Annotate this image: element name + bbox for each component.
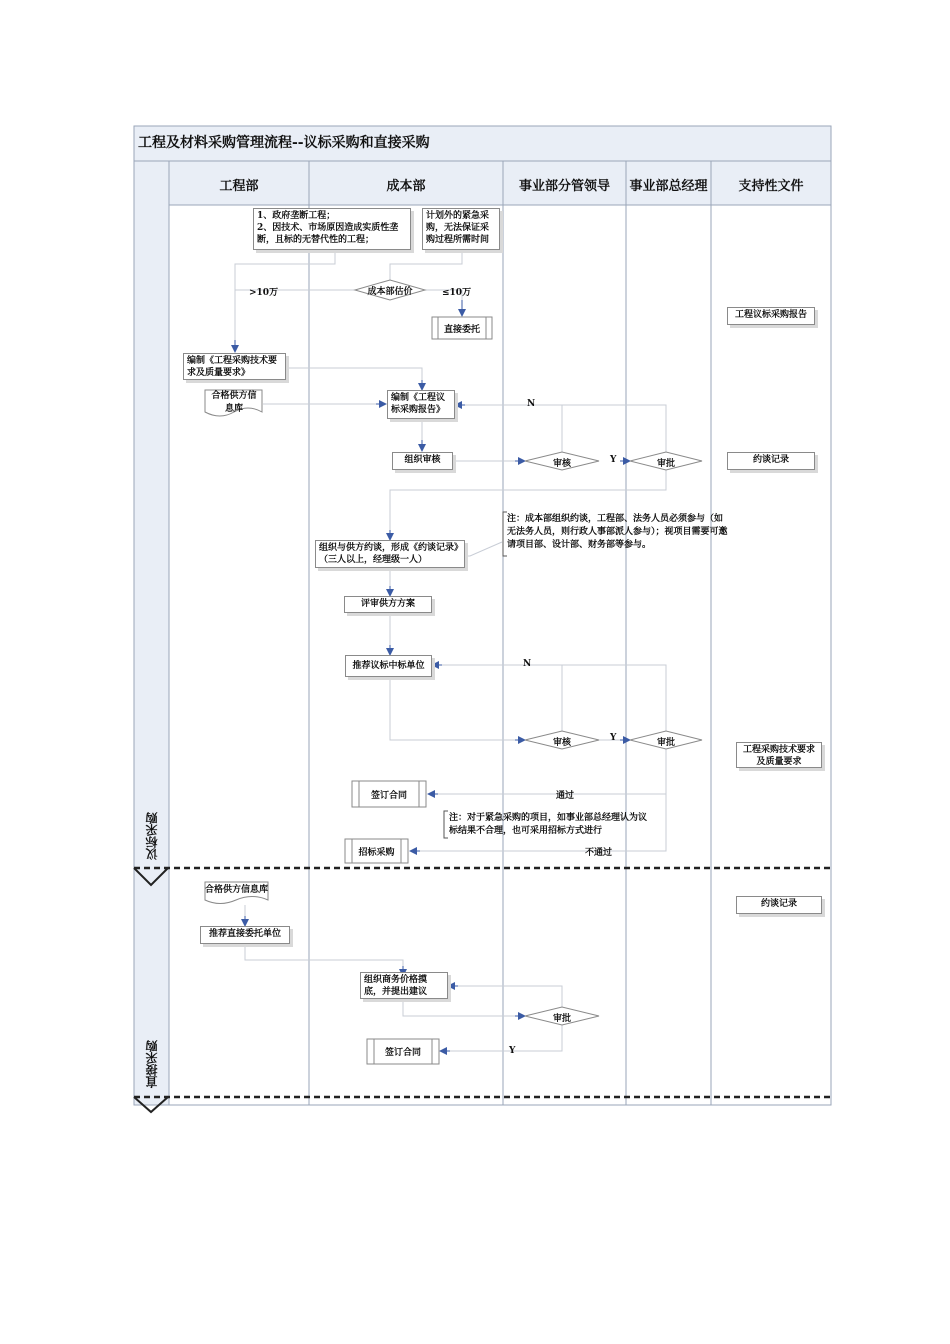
diagram-body: [169, 205, 831, 1105]
support-doc-talk-record-1: 约谈记录: [727, 452, 815, 470]
supplier-database-label: 合格供方信息库: [211, 391, 257, 414]
column-header-general-manager: 事业部总经理: [629, 179, 708, 194]
direct-entrust-label: 直接委托: [443, 325, 480, 335]
cost-estimate-label: 成本部估价: [367, 287, 413, 297]
column-header-support-docs: 支持性文件: [738, 179, 804, 194]
sign-contract-2-label: 签订合同: [384, 1048, 421, 1058]
sign-contract-1-label: 签订合同: [370, 791, 407, 801]
support-doc-report: 工程议标采购报告: [727, 307, 815, 325]
review-1-label: 审核: [552, 459, 571, 469]
review-2-label: 审核: [552, 738, 571, 748]
yes-label-2: Y: [610, 733, 617, 743]
organize-review-step: 组织审核: [392, 452, 453, 470]
condition-urgent: 计划外的紧急采购，无法保证采购过程所需时间: [422, 208, 500, 250]
yes-label-1: Y: [610, 455, 617, 465]
approve-2-label: 审批: [656, 738, 675, 748]
gt10-label: >10万: [249, 288, 279, 298]
organize-supplier-talk: 组织与供方约谈，形成《约谈记录》（三人以上，经理级一人）: [315, 540, 465, 568]
note-talk-participants: 注：成本部组织约谈，工程部、法务人员必须参与（如无法务人员，则行政人事部派人参与）；视项目需要可邀请项目部、设计部、财务部等参与。: [507, 514, 728, 550]
supplier-database-2-label: 合格供方信息库: [205, 885, 269, 895]
fail-label: 不通过: [585, 848, 613, 858]
column-header-cost: 成本部: [386, 179, 426, 194]
page-title: 工程及材料采购管理流程--议标采购和直接采购: [138, 135, 430, 151]
note-urgent-tender: 注：对于紧急采购的项目，如事业部总经理认为议标结果不合理，也可采用招标方式进行: [449, 813, 648, 836]
no-label-1: N: [527, 399, 536, 409]
recommend-winning-unit: 推荐议标中标单位: [345, 655, 432, 677]
approve-3-label: 审批: [552, 1014, 571, 1024]
compile-tech-requirements: 编制《工程采购技术要求及质量要求》: [183, 353, 286, 380]
lane-label-column: [134, 161, 169, 1105]
organize-price-survey: 组织商务价格摸底，并提出建议: [360, 972, 448, 999]
no-label-2: N: [523, 659, 532, 669]
recommend-direct-unit: 推荐直接委托单位: [200, 926, 290, 944]
column-header-division-leader: 事业部分管领导: [518, 179, 610, 194]
pass-label: 通过: [556, 791, 575, 801]
yes-label-3: Y: [509, 1046, 516, 1056]
column-header-engineering: 工程部: [219, 179, 259, 194]
compile-negotiation-report: 编制《工程议标采购报告》: [387, 390, 455, 419]
support-doc-talk-record-2: 约谈记录: [736, 896, 822, 914]
approve-1-label: 审批: [656, 459, 675, 469]
le10-label: ≤10万: [442, 288, 472, 298]
tender-procurement-label: 招标采购: [358, 848, 395, 858]
support-doc-tech-requirements: 工程采购技术要求及质量要求: [736, 742, 822, 768]
evaluate-supplier-plan: 评审供方方案: [344, 596, 432, 613]
lane-label-negotiated: 议标采购: [145, 812, 159, 860]
lane-label-direct: 直接采购: [145, 1040, 159, 1088]
condition-monopoly: 1、政府垄断工程； 2、因技术、市场原因造成实质性垄断，且标的无替代性的工程；: [253, 208, 411, 250]
